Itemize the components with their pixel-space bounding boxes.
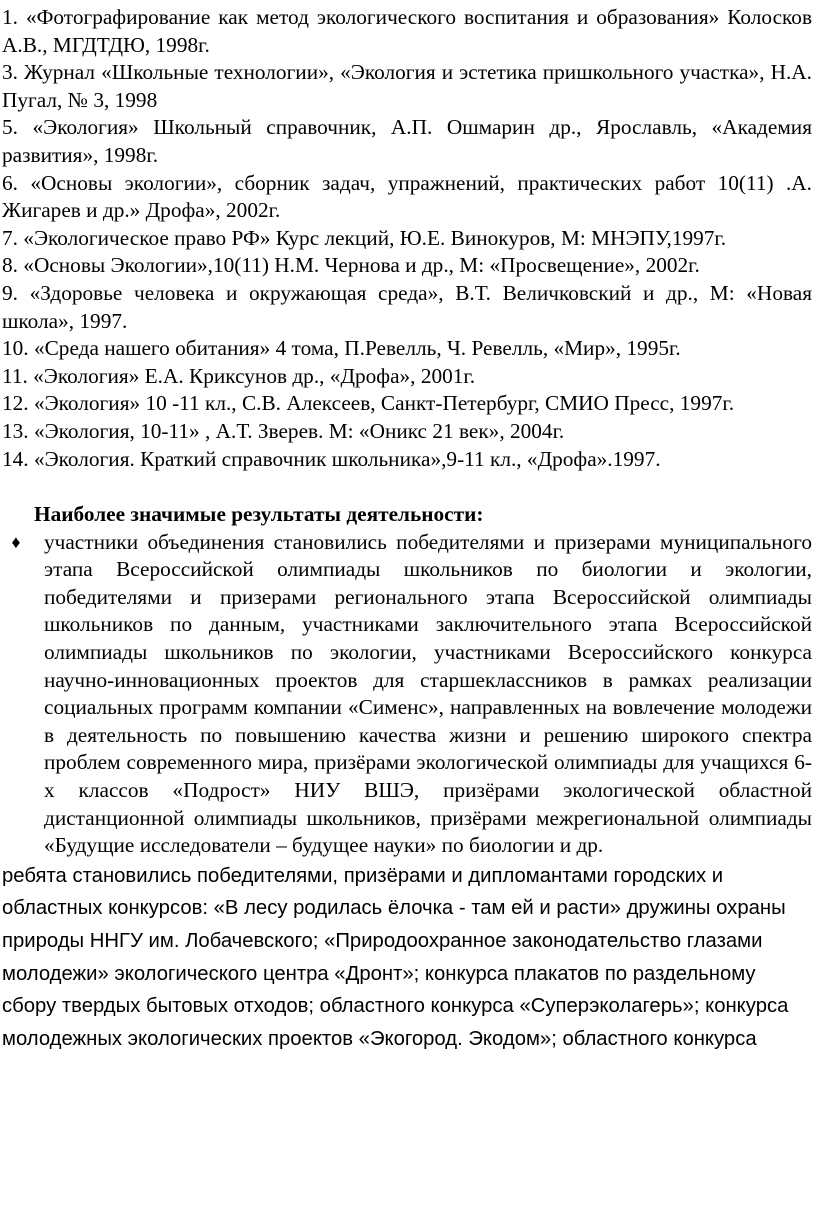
reference-item: 14. «Экология. Краткий справочник школьника»,9-11 кл., «Дрофа».1997. [2, 446, 661, 471]
reference-item: 6. «Основы экологии», сборник задач, упражнений, практических работ 10(11) .А. Жигарев и др.» Дрофа», 2002г. [2, 170, 812, 223]
reference-item: 8. «Основы Экологии»,10(11) Н.М. Чернова и др., М: «Просвещение», 2002г. [2, 253, 700, 278]
reference-item: 9. «Здоровье человека и окружающая среда», В.Т. Величковский и др., М: «Новая школа», 1997. [2, 280, 812, 333]
reference-item: 5. «Экология» Школьный справочник, А.П. Ошмарин др., Ярославль, «Академия развития», 1998г. [2, 115, 812, 167]
section-spacer [2, 473, 812, 501]
reference-item: 7. «Экологическое право РФ» Курс лекций, Ю.Е. Винокуров, М: МНЭПУ,1997г. [2, 225, 727, 250]
results-bullet-text: участники объединения становились победителями и призерами муниципального этапа Всероссийской олимпиады школьников по биологии и экологии, победителями и призерами регионального этапа Всероссийской олимпиады школьников по данным, участниками заключительного этапа Всероссийской олимпиады школьников по экологии, участниками Всероссийского конкурса научно-инновационных проектов для старшеклассников в рамках реализации социальных программ компании «Сименс», направленных на вовлечение молодежи в деятельность по повышению качества жизни и решению широкого спектра проблем современного мира, призёрами экологической олимпиады для учащихся 6-х классов «Подрост» НИУ ВШЭ, призёрами экологической областной дистанционной олимпиады школьников, призёрами межрегиональной олимпиады «Будущие исследователи – будущее науки» по биологии и др. [44, 529, 812, 858]
reference-item: 3. Журнал «Школьные технологии», «Экология и эстетика пришкольного участка», Н.А. Пугал, № 3, 1998 [2, 60, 812, 112]
reference-item: 13. «Экология, 10-11» , А.Т. Зверев. М: «Оникс 21 век», 2004г. [2, 418, 565, 443]
references-list [2, 4, 812, 473]
results-paragraph: ребята становились победителями, призёрами и дипломантами городских и областных конкурсов: «В лесу родилась ёлочка - там ей и расти» дружины охраны природы ННГУ им. Лобачевского; «Природоохранное законодательство глазами молодежи» экологического центра «Дронт»; конкурса плакатов по раздельному сбору твердых бытовых отходов; областного конкурса «Суперэколагерь»; конкурса молодежных экологических проектов «Экогород. Экодом»; областного конкурса [2, 864, 789, 1050]
reference-item: 10. «Среда нашего обитания» 4 тома, П.Ревелль, Ч. Ревелль, «Мир», 1995г. [2, 336, 681, 361]
results-bullet-item [11, 529, 812, 860]
reference-item: 11. «Экология» Е.А. Криксунов др., «Дрофа», 2001г. [2, 363, 476, 388]
reference-item: 1. «Фотографирование как метод экологического воспитания и образования» Колосков А.В., МГДТДЮ, 1998г. [2, 5, 812, 57]
results-heading: Наиболее значимые результаты деятельности: [34, 502, 484, 527]
diamond-bullet-icon: ♦ [11, 531, 21, 552]
reference-item: 12. «Экология» 10 -11 кл., С.В. Алексеев, Санкт-Петербург, СМИО Пресс, 1997г. [2, 391, 735, 416]
